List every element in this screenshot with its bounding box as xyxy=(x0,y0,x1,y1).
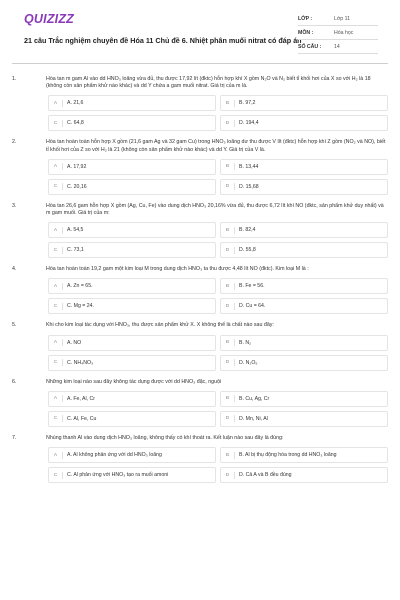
option-letter: D xyxy=(224,120,235,127)
meta-key: SỐ CÂU : xyxy=(298,43,322,50)
option-text: D. Mn, Ni, Al xyxy=(239,415,268,422)
meta-row-class xyxy=(298,12,378,26)
option-letter: D xyxy=(224,359,235,366)
answer-options xyxy=(48,95,388,131)
option-letter: D xyxy=(224,303,235,310)
option-a[interactable] xyxy=(48,447,216,463)
option-letter: B xyxy=(224,395,235,402)
option-letter: C xyxy=(52,120,63,127)
question-number: 7. xyxy=(12,434,17,441)
option-c[interactable] xyxy=(48,115,216,131)
question-6 xyxy=(12,379,388,427)
option-text: C. Mg = 24. xyxy=(67,303,94,310)
question-text: Hòa tan m gam Al vào dd HNO₃ loãng vừa đủ, thu được 17,92 lít (đktc) hỗn hợp khí X gồm N₂O và N₂ biết tỉ khối hơi của X so với H₂ là 18 (không còn sản phẩm khử nào khác) và dd Y chứa a gam muối nitrat. Giá trị của m là. xyxy=(46,76,371,90)
option-letter: C xyxy=(52,359,63,366)
option-letter: A xyxy=(52,163,63,170)
meta-table xyxy=(298,12,378,54)
option-letter: D xyxy=(224,183,235,190)
worksheet-title: 21 câu Trắc nghiệm chuyên đề Hóa 11 Chủ đề 6. Nhiệt phân muối nitrat có đáp án xyxy=(24,36,302,45)
option-letter: D xyxy=(224,415,235,422)
question-5 xyxy=(12,322,388,370)
option-letter: B xyxy=(224,452,235,459)
option-a[interactable] xyxy=(48,159,216,175)
option-a[interactable] xyxy=(48,391,216,407)
option-text: B. N₂ xyxy=(239,339,252,346)
option-letter: B xyxy=(224,227,235,234)
option-letter: B xyxy=(224,100,235,107)
option-d[interactable] xyxy=(220,411,388,427)
option-d[interactable] xyxy=(220,298,388,314)
option-b[interactable] xyxy=(220,159,388,175)
option-letter: C xyxy=(52,415,63,422)
option-b[interactable] xyxy=(220,447,388,463)
option-b[interactable] xyxy=(220,278,388,294)
meta-key: MÔN : xyxy=(298,29,314,36)
option-c[interactable] xyxy=(48,411,216,427)
option-text: C. 20,16 xyxy=(67,183,87,190)
option-b[interactable] xyxy=(220,222,388,238)
question-text: Hòa tan 26,6 gam hỗn hợp X gồm (Ag, Cu, Fe) vào dung dịch HNO₃ 20,16% vừa đủ, thu được 6,72 lít khí NO (đktc, sản phẩm khử duy nhất) và m gam muối. Giá trị của m: xyxy=(46,202,384,217)
question-number: 5. xyxy=(12,322,17,329)
question-number: 6. xyxy=(12,378,17,385)
option-text: D. Cu = 64. xyxy=(239,303,266,310)
question-text: Khi cho kim loại tác dụng với HNO₃, thu được sản phẩm khử X. X không thể là chất nào sau đây: xyxy=(46,322,274,329)
option-letter: A xyxy=(52,395,63,402)
meta-value: Hóa học xyxy=(334,29,354,36)
option-text: C. 64,8 xyxy=(67,120,84,127)
answer-options xyxy=(48,222,388,258)
option-a[interactable] xyxy=(48,335,216,351)
option-c[interactable] xyxy=(48,355,216,371)
option-b[interactable] xyxy=(220,391,388,407)
option-text: D. 55,8 xyxy=(239,247,256,254)
question-number: 1. xyxy=(12,76,17,82)
option-b[interactable] xyxy=(220,335,388,351)
option-letter: B xyxy=(224,163,235,170)
option-c[interactable] xyxy=(48,298,216,314)
quizizz-logo: QUIZIZZ xyxy=(24,12,75,26)
option-text: A. 21,6 xyxy=(67,100,84,107)
option-c[interactable] xyxy=(48,467,216,483)
option-text: B. Cu, Ag, Cr xyxy=(239,395,270,402)
option-text: B. 13,44 xyxy=(239,163,259,170)
option-a[interactable] xyxy=(48,95,216,111)
option-text: C. Al, Fe, Cu xyxy=(67,415,97,422)
meta-key: LỚP : xyxy=(298,15,313,22)
option-text: A. 17,92 xyxy=(67,163,87,170)
option-letter: B xyxy=(224,283,235,290)
meta-value: 14 xyxy=(334,43,340,50)
question-text: Hòa tan hoàn toàn 19,2 gam một kim loại M trong dung dịch HNO₃ ta thu được 4,48 lít NO (đktc). Kim loại M là : xyxy=(46,266,309,273)
option-text: C. 73,1 xyxy=(67,247,84,254)
option-text: D. Cả A và B đều đúng xyxy=(239,472,292,479)
option-letter: D xyxy=(224,472,235,479)
option-d[interactable] xyxy=(220,467,388,483)
option-letter: A xyxy=(52,227,63,234)
question-text: Hòa tan hoàn toàn hỗn hợp X gồm (21,6 gam Ag và 32 gam Cu) trong HNO₃ loãng dư thu được V lít (đktc) hỗn hợp khí Z gồm (NO₂ và NO), biết tỉ khối hơi của Z so với H₂ là 21 (không còn sản phẩm khử nào khác) và dd Y. Giá trị của V là. xyxy=(46,139,386,153)
option-text: A. 54,5 xyxy=(67,227,84,234)
option-letter: C xyxy=(52,472,63,479)
option-text: B. Fe = 56. xyxy=(239,283,265,290)
option-letter: B xyxy=(224,339,235,346)
question-text: Nhúng thanh Al vào dung dịch HNO₃ loãng, không thấy có khí thoát ra. Kết luận nào sau đây là đúng: xyxy=(46,434,284,441)
option-text: D. 15,68 xyxy=(239,183,259,190)
question-number: 3. xyxy=(12,202,17,209)
question-2 xyxy=(12,139,388,194)
answer-options xyxy=(48,278,388,314)
option-letter: C xyxy=(52,303,63,310)
option-letter: A xyxy=(52,339,63,346)
option-text: A. Fe, Al, Cr xyxy=(67,395,95,402)
answer-options xyxy=(48,447,388,483)
option-d[interactable] xyxy=(220,115,388,131)
option-b[interactable] xyxy=(220,95,388,111)
option-text: C. Al phản ứng với HNO₃ tạo ra muối amoni xyxy=(67,472,169,479)
option-text: A. Al không phản ứng với dd HNO₃ loãng xyxy=(67,452,162,459)
option-d[interactable] xyxy=(220,179,388,195)
header-divider xyxy=(12,63,388,64)
option-c[interactable] xyxy=(48,179,216,195)
option-text: C. NH₄NO₃ xyxy=(67,359,94,366)
option-text: A. Zn = 65. xyxy=(67,283,93,290)
option-letter: C xyxy=(52,247,63,254)
question-number: 2. xyxy=(12,139,17,146)
option-text: D. N₂O₅ xyxy=(239,359,258,366)
option-text: B. 97,2 xyxy=(239,100,256,107)
option-letter: C xyxy=(52,183,63,190)
meta-row-count xyxy=(298,40,378,54)
question-text: Những kim loại nào sau đây không tác dụng được với dd HNO₃ đặc, nguội xyxy=(46,378,222,385)
option-letter: A xyxy=(52,283,63,290)
option-c[interactable] xyxy=(48,242,216,258)
option-text: B. 82,4 xyxy=(239,227,256,234)
question-number: 4. xyxy=(12,266,17,273)
option-d[interactable] xyxy=(220,355,388,371)
worksheet-header xyxy=(12,0,388,62)
question-3 xyxy=(12,203,388,258)
option-letter: A xyxy=(52,452,63,459)
option-letter: A xyxy=(52,100,63,107)
option-letter: D xyxy=(224,247,235,254)
question-7 xyxy=(12,435,388,483)
meta-value: Lớp 11 xyxy=(334,15,350,22)
answer-options xyxy=(48,159,388,195)
answer-options xyxy=(48,391,388,427)
option-text: A. NO xyxy=(67,339,82,346)
question-list xyxy=(12,76,388,491)
option-d[interactable] xyxy=(220,242,388,258)
answer-options xyxy=(48,335,388,371)
option-a[interactable] xyxy=(48,222,216,238)
option-text: D. 194,4 xyxy=(239,120,259,127)
option-text: B. Al bị thụ động hóa trong dd HNO₃ loãng xyxy=(239,452,337,459)
question-4 xyxy=(12,266,388,314)
option-a[interactable] xyxy=(48,278,216,294)
meta-row-subject xyxy=(298,26,378,40)
question-1 xyxy=(12,76,388,131)
